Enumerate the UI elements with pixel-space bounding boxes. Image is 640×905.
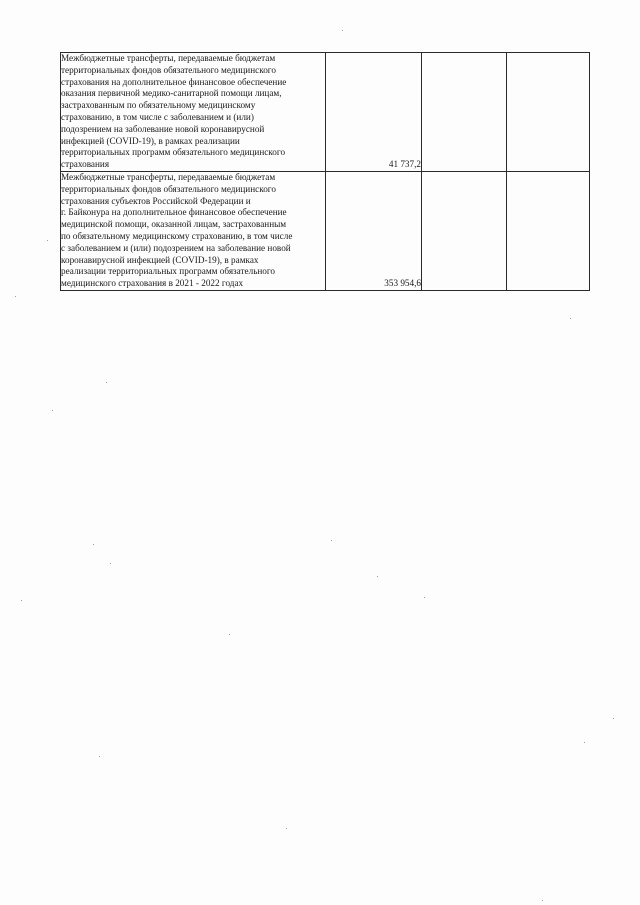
description-line: подозрением на заболевание новой коронавирусной xyxy=(61,123,265,134)
table-row xyxy=(61,171,590,290)
description-line: медицинского страхования в 2021 - 2022 годах xyxy=(61,278,244,289)
budget-table xyxy=(60,52,590,291)
description-line: Межбюджетные трансферты, передаваемые бюджетам xyxy=(61,171,276,182)
description-line: территориальных фондов обязательного медицинского xyxy=(61,64,276,75)
scan-speck xyxy=(570,318,571,319)
scan-speck xyxy=(99,756,100,757)
description-line: страхования xyxy=(61,159,110,170)
description-line: с заболеванием и (или) подозрением на заболевание новой xyxy=(61,242,291,253)
row-description xyxy=(61,53,326,172)
scan-speck xyxy=(342,30,343,31)
description-line: страхования на дополнительное финансовое обеспечение xyxy=(61,76,287,87)
scan-speck xyxy=(377,576,378,577)
description-line: страхованию, в том числе с заболеванием и (или) xyxy=(61,111,254,122)
description-line: медицинской помощи, оказанной лицам, застрахованным xyxy=(61,219,287,230)
description-line: Межбюджетные трансферты, передаваемые бюджетам xyxy=(61,53,276,63)
row-amount: 41 737,2 xyxy=(326,53,422,172)
description-line: оказания первичной медико-санитарной помощи лицам, xyxy=(61,88,282,99)
table-row xyxy=(61,53,590,172)
scan-speck xyxy=(47,240,48,241)
scan-speck xyxy=(542,900,543,901)
scan-speck xyxy=(93,544,94,545)
description-line: застрахованным по обязательному медицинскому xyxy=(61,100,256,111)
description-line: реализации территориальных программ обязательного xyxy=(61,266,276,277)
description-line: г. Байконура на дополнительное финансовое обеспечение xyxy=(61,207,287,218)
row-cell-empty xyxy=(507,171,590,290)
description-line: территориальных программ обязательного медицинского xyxy=(61,147,286,158)
row-description xyxy=(61,171,326,290)
scan-speck xyxy=(229,634,230,635)
scan-speck xyxy=(15,296,16,297)
row-cell-empty xyxy=(507,53,590,172)
row-cell-empty xyxy=(422,171,507,290)
scan-speck xyxy=(110,563,111,564)
description-line: страхования субъектов Российской Федерации и xyxy=(61,195,251,206)
scan-speck xyxy=(424,597,425,598)
scan-speck xyxy=(613,718,614,719)
scan-speck xyxy=(286,828,287,829)
scan-speck xyxy=(106,382,107,383)
scan-speck xyxy=(21,600,22,601)
description-line: инфекцией (COVID-19), в рамках реализации xyxy=(61,135,240,146)
scan-speck xyxy=(331,540,332,541)
scan-speck xyxy=(52,410,53,411)
row-cell-empty xyxy=(422,53,507,172)
scan-speck xyxy=(584,742,585,743)
row-amount: 353 954,6 xyxy=(326,171,422,290)
description-line: территориальных фондов обязательного медицинского xyxy=(61,183,276,194)
description-line: коронавирусной инфекцией (COVID-19), в рамках xyxy=(61,254,259,265)
description-line: по обязательному медицинскому страхованию, в том числе xyxy=(61,230,293,241)
